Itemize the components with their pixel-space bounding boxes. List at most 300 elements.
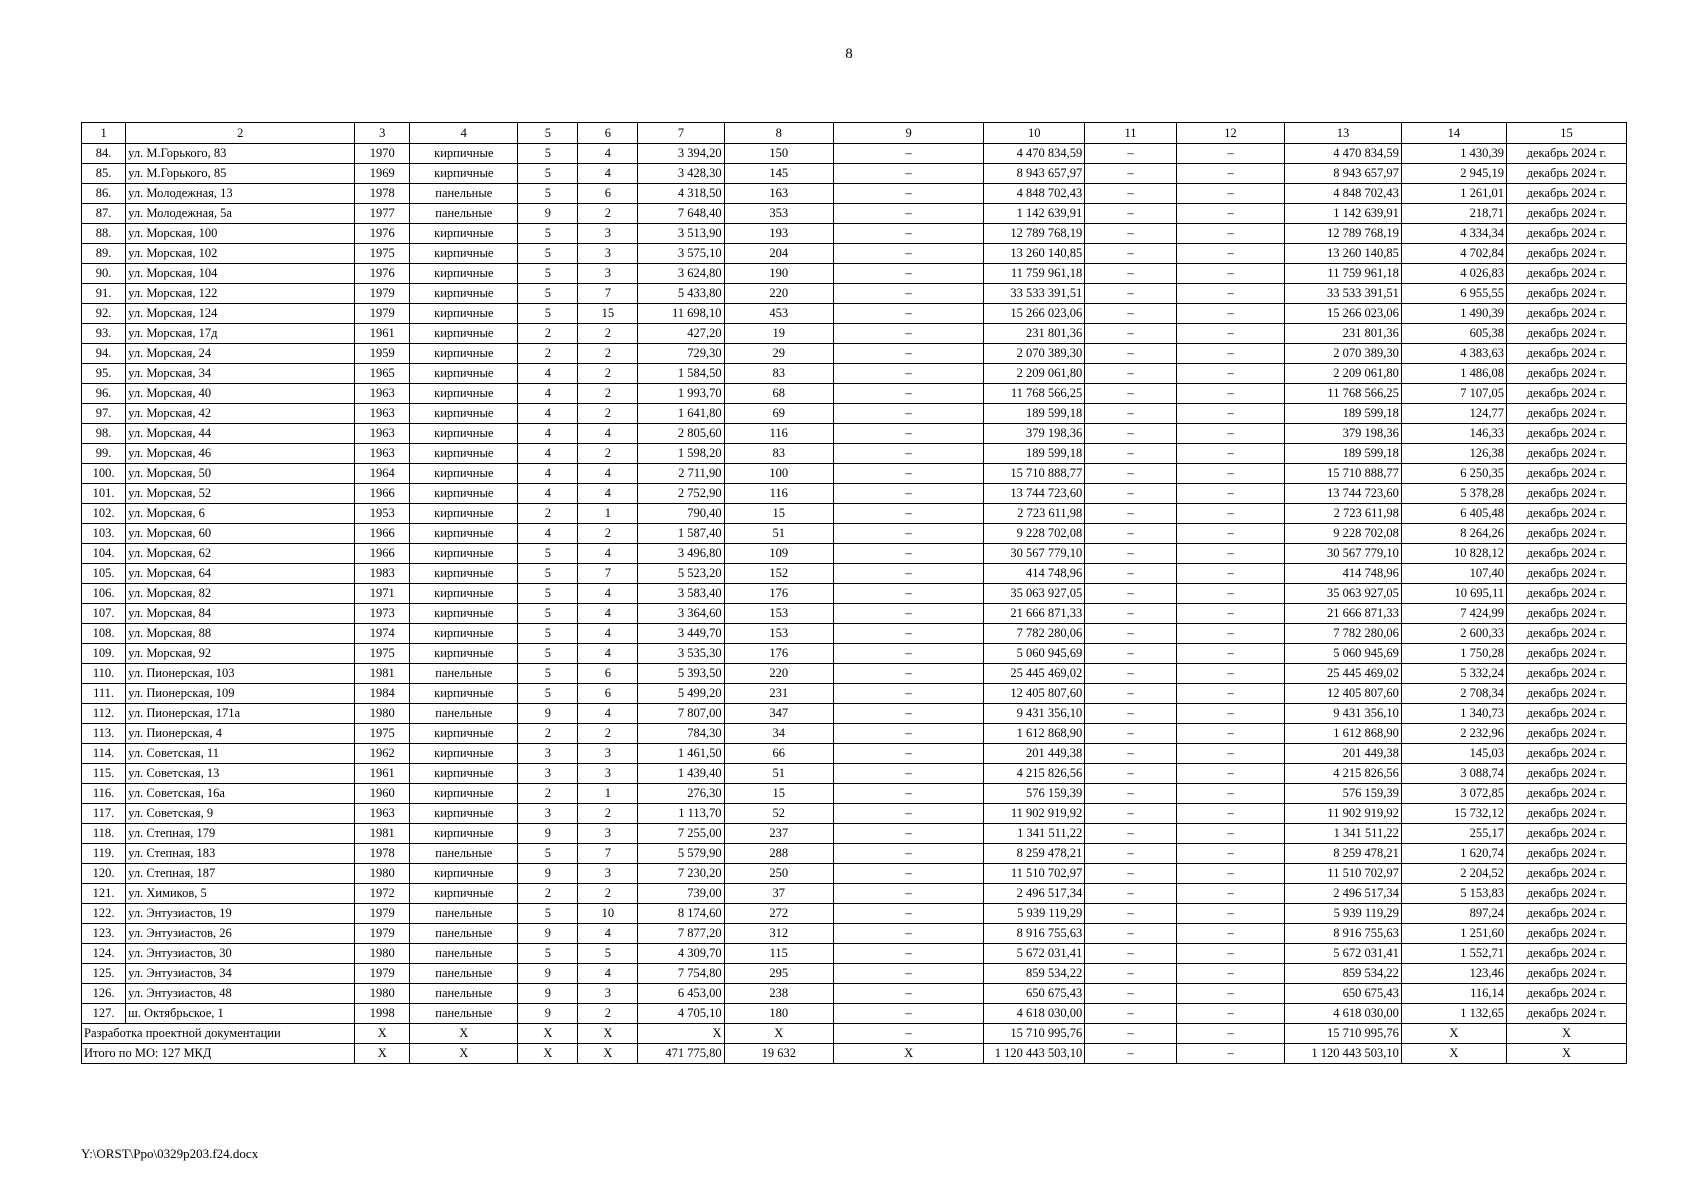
table-cell: 4 xyxy=(518,524,578,544)
table-cell: 1 490,39 xyxy=(1401,304,1506,324)
summary-row xyxy=(82,1044,1627,1064)
table-cell: 12 405 807,60 xyxy=(1285,684,1402,704)
table-cell: – xyxy=(833,824,983,844)
table-cell: 1963 xyxy=(355,404,410,424)
table-cell: 51 xyxy=(724,764,833,784)
table-cell: 84. xyxy=(82,144,126,164)
table-cell: кирпичные xyxy=(410,144,518,164)
table-cell: 1 132,65 xyxy=(1401,1004,1506,1024)
table-cell: 5 xyxy=(578,944,638,964)
table-cell: 5 xyxy=(518,184,578,204)
table-cell: – xyxy=(1085,764,1177,784)
table-cell: 1980 xyxy=(355,984,410,1004)
table-cell: кирпичные xyxy=(410,564,518,584)
table-cell: 189 599,18 xyxy=(1285,444,1402,464)
table-cell: 11 768 566,25 xyxy=(984,384,1085,404)
table-cell: 6 xyxy=(578,184,638,204)
table-cell: 35 063 927,05 xyxy=(984,584,1085,604)
table-cell: 3 xyxy=(578,244,638,264)
table-cell: 6 250,35 xyxy=(1401,464,1506,484)
table-cell: 8 916 755,63 xyxy=(984,924,1085,944)
table-cell: – xyxy=(1085,384,1177,404)
table-cell: – xyxy=(1085,944,1177,964)
summary-cell: X xyxy=(578,1024,638,1044)
table-cell: – xyxy=(1176,684,1284,704)
table-cell: декабрь 2024 г. xyxy=(1507,784,1627,804)
table-cell: кирпичные xyxy=(410,804,518,824)
table-cell: декабрь 2024 г. xyxy=(1507,624,1627,644)
table-row xyxy=(82,784,1627,804)
table-cell: – xyxy=(1085,744,1177,764)
table-cell: 2 xyxy=(578,384,638,404)
table-cell: 3 xyxy=(518,764,578,784)
table-cell: 1964 xyxy=(355,464,410,484)
table-cell: 220 xyxy=(724,664,833,684)
table-cell: 109. xyxy=(82,644,126,664)
table-cell: 1965 xyxy=(355,364,410,384)
table-cell: 204 xyxy=(724,244,833,264)
table-cell: – xyxy=(1176,184,1284,204)
table-row xyxy=(82,324,1627,344)
column-header: 14 xyxy=(1401,123,1506,144)
table-cell: декабрь 2024 г. xyxy=(1507,504,1627,524)
table-cell: кирпичные xyxy=(410,684,518,704)
table-cell: 97. xyxy=(82,404,126,424)
table-cell: 6 453,00 xyxy=(638,984,724,1004)
table-cell: 859 534,22 xyxy=(984,964,1085,984)
table-cell: декабрь 2024 г. xyxy=(1507,804,1627,824)
summary-cell: 1 120 443 503,10 xyxy=(1285,1044,1402,1064)
table-cell: 9 xyxy=(518,1004,578,1024)
table-cell: 107,40 xyxy=(1401,564,1506,584)
table-cell: 859 534,22 xyxy=(1285,964,1402,984)
table-cell: – xyxy=(1085,224,1177,244)
table-cell: 2 xyxy=(518,784,578,804)
table-cell: – xyxy=(833,984,983,1004)
table-cell: 1 486,08 xyxy=(1401,364,1506,384)
summary-cell: X xyxy=(638,1024,724,1044)
column-header: 5 xyxy=(518,123,578,144)
table-cell: 238 xyxy=(724,984,833,1004)
table-cell: декабрь 2024 г. xyxy=(1507,424,1627,444)
table-cell: 1998 xyxy=(355,1004,410,1024)
table-cell: декабрь 2024 г. xyxy=(1507,544,1627,564)
table-cell: декабрь 2024 г. xyxy=(1507,164,1627,184)
table-cell: – xyxy=(1085,604,1177,624)
table-cell: 8 916 755,63 xyxy=(1285,924,1402,944)
table-cell: 12 789 768,19 xyxy=(984,224,1085,244)
table-cell: 5 393,50 xyxy=(638,664,724,684)
table-cell: панельные xyxy=(410,904,518,924)
table-cell: 3 575,10 xyxy=(638,244,724,264)
table-cell: – xyxy=(1176,824,1284,844)
table-cell: 3 513,90 xyxy=(638,224,724,244)
table-cell: 1961 xyxy=(355,324,410,344)
table-cell: 2 945,19 xyxy=(1401,164,1506,184)
table-cell: 5 523,20 xyxy=(638,564,724,584)
column-header: 4 xyxy=(410,123,518,144)
table-cell: ул. Морская, 42 xyxy=(126,404,355,424)
table-cell: кирпичные xyxy=(410,784,518,804)
table-cell: 180 xyxy=(724,1004,833,1024)
table-row xyxy=(82,164,1627,184)
table-cell: 1 142 639,91 xyxy=(1285,204,1402,224)
table-cell: 189 599,18 xyxy=(1285,404,1402,424)
table-cell: – xyxy=(1085,724,1177,744)
table-cell: 295 xyxy=(724,964,833,984)
table-cell: – xyxy=(833,164,983,184)
table-cell: 739,00 xyxy=(638,884,724,904)
table-cell: 163 xyxy=(724,184,833,204)
summary-row xyxy=(82,1024,1627,1044)
table-cell: – xyxy=(1176,864,1284,884)
table-cell: ул. Степная, 179 xyxy=(126,824,355,844)
table-cell: 379 198,36 xyxy=(984,424,1085,444)
table-row xyxy=(82,964,1627,984)
table-cell: – xyxy=(1176,304,1284,324)
table-row xyxy=(82,204,1627,224)
table-cell: кирпичные xyxy=(410,724,518,744)
table-cell: – xyxy=(1085,624,1177,644)
table-cell: 30 567 779,10 xyxy=(1285,544,1402,564)
table-cell: 1 251,60 xyxy=(1401,924,1506,944)
table-cell: декабрь 2024 г. xyxy=(1507,984,1627,1004)
table-cell: 11 768 566,25 xyxy=(1285,384,1402,404)
table-cell: – xyxy=(833,444,983,464)
table-cell: 2 xyxy=(518,344,578,364)
table-cell: 4 xyxy=(518,404,578,424)
table-cell: декабрь 2024 г. xyxy=(1507,464,1627,484)
table-row xyxy=(82,344,1627,364)
table-cell: 8 943 657,97 xyxy=(984,164,1085,184)
table-cell: – xyxy=(833,964,983,984)
summary-cell: X xyxy=(833,1044,983,1064)
table-cell: 10 695,11 xyxy=(1401,584,1506,604)
table-cell: ул. Морская, 40 xyxy=(126,384,355,404)
table-cell: ул. Энтузиастов, 30 xyxy=(126,944,355,964)
table-row xyxy=(82,364,1627,384)
table-cell: 1980 xyxy=(355,944,410,964)
table-cell: – xyxy=(1176,244,1284,264)
table-cell: ул. Советская, 16а xyxy=(126,784,355,804)
table-cell: 116. xyxy=(82,784,126,804)
table-cell: декабрь 2024 г. xyxy=(1507,724,1627,744)
table-cell: 784,30 xyxy=(638,724,724,744)
table-cell: 4 xyxy=(578,144,638,164)
table-cell: ул. Морская, 64 xyxy=(126,564,355,584)
table-cell: – xyxy=(1085,404,1177,424)
table-cell: 3 535,30 xyxy=(638,644,724,664)
table-cell: – xyxy=(833,184,983,204)
table-cell: 2 xyxy=(518,324,578,344)
table-cell: ул. Советская, 9 xyxy=(126,804,355,824)
table-row xyxy=(82,764,1627,784)
table-cell: 5 xyxy=(518,584,578,604)
table-cell: 5 579,90 xyxy=(638,844,724,864)
summary-cell: – xyxy=(1176,1044,1284,1064)
table-cell: 3 449,70 xyxy=(638,624,724,644)
table-cell: 4 705,10 xyxy=(638,1004,724,1024)
table-cell: 1963 xyxy=(355,804,410,824)
table-cell: кирпичные xyxy=(410,744,518,764)
table-cell: ул. Морская, 17д xyxy=(126,324,355,344)
table-cell: 1966 xyxy=(355,524,410,544)
table-cell: 7 107,05 xyxy=(1401,384,1506,404)
table-cell: – xyxy=(1176,504,1284,524)
summary-cell: X xyxy=(355,1024,410,1044)
table-cell: 1963 xyxy=(355,424,410,444)
table-cell: 4 xyxy=(578,164,638,184)
table-cell: – xyxy=(833,524,983,544)
table-cell: ул. М.Горького, 83 xyxy=(126,144,355,164)
table-row xyxy=(82,464,1627,484)
table-cell: 15 xyxy=(724,784,833,804)
table-cell: 11 510 702,97 xyxy=(984,864,1085,884)
table-cell: 4 xyxy=(518,384,578,404)
table-cell: 4 xyxy=(578,464,638,484)
table-cell: 2 070 389,30 xyxy=(984,344,1085,364)
table-cell: 2 xyxy=(578,524,638,544)
table-cell: 1 993,70 xyxy=(638,384,724,404)
table-cell: 5 xyxy=(518,284,578,304)
table-cell: 1980 xyxy=(355,704,410,724)
table-cell: 3 xyxy=(578,824,638,844)
table-cell: – xyxy=(1176,384,1284,404)
table-cell: 218,71 xyxy=(1401,204,1506,224)
table-cell: 4 xyxy=(578,604,638,624)
summary-cell: 15 710 995,76 xyxy=(984,1024,1085,1044)
table-cell: декабрь 2024 г. xyxy=(1507,204,1627,224)
table-cell: – xyxy=(833,564,983,584)
table-cell: – xyxy=(1176,924,1284,944)
table-cell: 5 xyxy=(518,544,578,564)
table-cell: декабрь 2024 г. xyxy=(1507,224,1627,244)
table-cell: 122. xyxy=(82,904,126,924)
table-cell: 5 060 945,69 xyxy=(984,644,1085,664)
table-cell: 124,77 xyxy=(1401,404,1506,424)
table-cell: – xyxy=(1085,544,1177,564)
table-cell: 102. xyxy=(82,504,126,524)
table-cell: 52 xyxy=(724,804,833,824)
table-cell: 272 xyxy=(724,904,833,924)
summary-cell: – xyxy=(1176,1024,1284,1044)
table-cell: 83 xyxy=(724,444,833,464)
table-cell: 189 599,18 xyxy=(984,444,1085,464)
table-cell: 1975 xyxy=(355,644,410,664)
table-cell: 5 332,24 xyxy=(1401,664,1506,684)
table-cell: 1975 xyxy=(355,724,410,744)
table-cell: 7 424,99 xyxy=(1401,604,1506,624)
table-cell: – xyxy=(1085,504,1177,524)
table-cell: ул. Советская, 11 xyxy=(126,744,355,764)
table-cell: 1959 xyxy=(355,344,410,364)
table-cell: – xyxy=(1176,784,1284,804)
table-cell: – xyxy=(1176,1004,1284,1024)
table-cell: – xyxy=(1176,644,1284,664)
table-cell: 2 752,90 xyxy=(638,484,724,504)
table-cell: – xyxy=(1176,164,1284,184)
table-cell: 15 xyxy=(578,304,638,324)
table-cell: 4 215 826,56 xyxy=(984,764,1085,784)
table-cell: ул. Энтузиастов, 19 xyxy=(126,904,355,924)
table-cell: 5 xyxy=(518,224,578,244)
table-row xyxy=(82,584,1627,604)
table-cell: декабрь 2024 г. xyxy=(1507,584,1627,604)
table-cell: 5 xyxy=(518,624,578,644)
table-cell: 4 xyxy=(578,584,638,604)
table-cell: 6 xyxy=(578,684,638,704)
table-cell: 4 848 702,43 xyxy=(984,184,1085,204)
table-cell: ул. Морская, 34 xyxy=(126,364,355,384)
table-cell: 112. xyxy=(82,704,126,724)
table-cell: 11 759 961,18 xyxy=(1285,264,1402,284)
summary-cell: X xyxy=(1507,1044,1627,1064)
table-cell: 109 xyxy=(724,544,833,564)
table-cell: – xyxy=(1176,804,1284,824)
table-cell: 8 259 478,21 xyxy=(1285,844,1402,864)
table-cell: ул. Степная, 183 xyxy=(126,844,355,864)
table-cell: 4 702,84 xyxy=(1401,244,1506,264)
table-cell: ул. Морская, 60 xyxy=(126,524,355,544)
table-row xyxy=(82,884,1627,904)
table-cell: – xyxy=(1085,644,1177,664)
table-cell: панельные xyxy=(410,204,518,224)
table-cell: – xyxy=(1176,584,1284,604)
table-cell: кирпичные xyxy=(410,624,518,644)
column-header: 6 xyxy=(578,123,638,144)
table-cell: 5 378,28 xyxy=(1401,484,1506,504)
table-cell: ул. Морская, 62 xyxy=(126,544,355,564)
table-cell: 11 510 702,97 xyxy=(1285,864,1402,884)
table-cell: 7 255,00 xyxy=(638,824,724,844)
table-cell: 5 xyxy=(518,244,578,264)
table-cell: 201 449,38 xyxy=(1285,744,1402,764)
table-cell: 115. xyxy=(82,764,126,784)
table-cell: 19 xyxy=(724,324,833,344)
table-cell: – xyxy=(1085,964,1177,984)
table-cell: 9 xyxy=(518,864,578,884)
table-cell: 201 449,38 xyxy=(984,744,1085,764)
table-cell: 1 584,50 xyxy=(638,364,724,384)
table-cell: кирпичные xyxy=(410,444,518,464)
table-cell: декабрь 2024 г. xyxy=(1507,604,1627,624)
table-cell: – xyxy=(833,844,983,864)
table-cell: – xyxy=(1176,764,1284,784)
table-cell: 95. xyxy=(82,364,126,384)
table-cell: 650 675,43 xyxy=(984,984,1085,1004)
table-cell: 21 666 871,33 xyxy=(984,604,1085,624)
table-cell: 3 496,80 xyxy=(638,544,724,564)
table-cell: 2 xyxy=(578,1004,638,1024)
table-cell: 124. xyxy=(82,944,126,964)
table-cell: – xyxy=(1085,784,1177,804)
table-cell: 98. xyxy=(82,424,126,444)
table-cell: 86. xyxy=(82,184,126,204)
table-cell: – xyxy=(833,464,983,484)
table-cell: ул. Морская, 50 xyxy=(126,464,355,484)
column-header: 11 xyxy=(1085,123,1177,144)
table-cell: 3 xyxy=(578,224,638,244)
table-cell: 9 431 356,10 xyxy=(1285,704,1402,724)
table-cell: декабрь 2024 г. xyxy=(1507,444,1627,464)
table-cell: ул. Пионерская, 109 xyxy=(126,684,355,704)
summary-cell: X xyxy=(518,1024,578,1044)
table-cell: 89. xyxy=(82,244,126,264)
table-cell: 13 744 723,60 xyxy=(1285,484,1402,504)
table-cell: 93. xyxy=(82,324,126,344)
column-header: 8 xyxy=(724,123,833,144)
table-cell: – xyxy=(833,1004,983,1024)
table-cell: 250 xyxy=(724,864,833,884)
summary-cell: – xyxy=(833,1024,983,1044)
table-cell: 5 672 031,41 xyxy=(984,944,1085,964)
table-cell: – xyxy=(833,804,983,824)
table-cell: 5 499,20 xyxy=(638,684,724,704)
table-row xyxy=(82,664,1627,684)
table-cell: 94. xyxy=(82,344,126,364)
table-cell: 113. xyxy=(82,724,126,744)
table-cell: 69 xyxy=(724,404,833,424)
table-cell: 2 209 061,80 xyxy=(1285,364,1402,384)
table-cell: – xyxy=(1176,364,1284,384)
table-cell: 4 334,34 xyxy=(1401,224,1506,244)
table-cell: 1983 xyxy=(355,564,410,584)
table-cell: 7 xyxy=(578,844,638,864)
table-cell: панельные xyxy=(410,664,518,684)
table-cell: ул. Молодежная, 13 xyxy=(126,184,355,204)
table-cell: – xyxy=(1085,464,1177,484)
table-cell: – xyxy=(1176,444,1284,464)
table-cell: 3 xyxy=(578,744,638,764)
table-cell: 25 445 469,02 xyxy=(1285,664,1402,684)
table-cell: ул. Молодежная, 5а xyxy=(126,204,355,224)
table-cell: – xyxy=(1176,404,1284,424)
table-cell: – xyxy=(833,724,983,744)
table-cell: – xyxy=(1085,424,1177,444)
table-cell: 453 xyxy=(724,304,833,324)
table-cell: 2 xyxy=(578,804,638,824)
table-body xyxy=(82,144,1627,1064)
table-cell: ул. Морская, 6 xyxy=(126,504,355,524)
table-cell: 3 624,80 xyxy=(638,264,724,284)
table-cell: ул. Морская, 44 xyxy=(126,424,355,444)
table-cell: 414 748,96 xyxy=(1285,564,1402,584)
table-cell: декабрь 2024 г. xyxy=(1507,484,1627,504)
table-cell: кирпичные xyxy=(410,604,518,624)
table-cell: панельные xyxy=(410,964,518,984)
summary-cell: 15 710 995,76 xyxy=(1285,1024,1402,1044)
table-cell: 1981 xyxy=(355,664,410,684)
summary-cell: X xyxy=(1507,1024,1627,1044)
table-cell: – xyxy=(833,664,983,684)
table-cell: 1973 xyxy=(355,604,410,624)
table-cell: панельные xyxy=(410,944,518,964)
table-cell: кирпичные xyxy=(410,364,518,384)
table-cell: 1978 xyxy=(355,844,410,864)
table-row xyxy=(82,684,1627,704)
table-cell: декабрь 2024 г. xyxy=(1507,644,1627,664)
table-cell: – xyxy=(1085,664,1177,684)
table-cell: ул. Энтузиастов, 48 xyxy=(126,984,355,1004)
table-cell: 1978 xyxy=(355,184,410,204)
table-cell: 189 599,18 xyxy=(984,404,1085,424)
table-cell: 5 060 945,69 xyxy=(1285,644,1402,664)
table-cell: ул. Морская, 104 xyxy=(126,264,355,284)
table-cell: декабрь 2024 г. xyxy=(1507,524,1627,544)
table-row xyxy=(82,924,1627,944)
table-cell: 30 567 779,10 xyxy=(984,544,1085,564)
table-cell: – xyxy=(833,884,983,904)
